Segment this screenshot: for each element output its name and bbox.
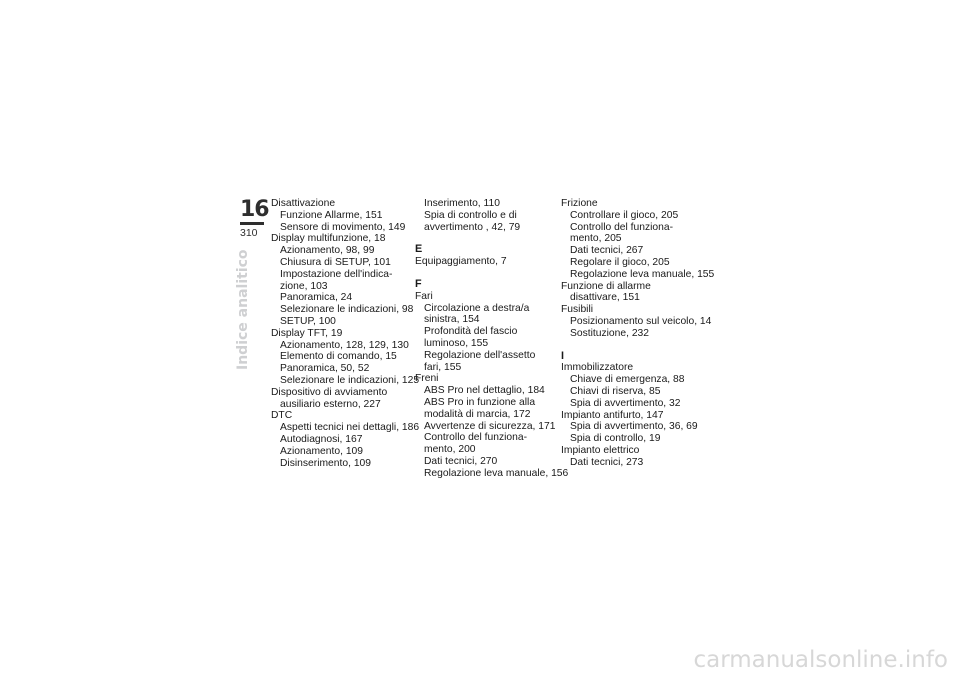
index-entry: Immobilizzatore (561, 362, 634, 374)
index-column-3 (561, 198, 715, 469)
chapter-number: 16 (240, 197, 269, 222)
index-subentry: disattivare, 151 (570, 292, 640, 304)
page-number: 310 (240, 227, 258, 239)
index-entry: Dispositivo di avviamento (271, 386, 388, 398)
index-subentry: Selezionare le indicazioni, 98 (280, 304, 414, 316)
index-entry: Frizione (561, 198, 598, 209)
index-column-1 (271, 198, 420, 469)
index-subentry: Controllo del funziona- (424, 432, 528, 444)
letter-heading: F (415, 277, 422, 290)
index-subentry: Spia di controllo e di (424, 209, 517, 221)
index-subentry: zione, 103 (280, 280, 328, 292)
index-subentry: sinistra, 154 (424, 314, 480, 326)
index-subentry: Autodiagnosi, 167 (280, 433, 363, 445)
watermark: carmanualsonline.info (693, 647, 948, 673)
index-subentry: ABS Pro nel dettaglio, 184 (424, 385, 545, 397)
index-subentry: Chiave di emergenza, 88 (570, 374, 685, 386)
index-subentry: Panoramica, 50, 52 (280, 363, 370, 375)
index-subentry: avvertimento , 42, 79 (424, 221, 521, 233)
index-subentry: Regolazione leva manuale, 156 (424, 467, 569, 479)
index-subentry: Dati tecnici, 273 (570, 456, 644, 468)
index-entry: Funzione di allarme (561, 280, 651, 292)
index-subentry: Controllare il gioco, 205 (570, 209, 679, 221)
index-subentry: luminoso, 155 (424, 337, 489, 349)
letter-heading: E (415, 243, 423, 256)
index-subentry: modalità di marcia, 172 (424, 408, 531, 420)
index-subentry: Aspetti tecnici nei dettagli, 186 (280, 422, 420, 434)
index-entry: Display TFT, 19 (271, 327, 343, 339)
index-entry: Fusibili (561, 304, 594, 316)
index-entry: Impianto elettrico (561, 444, 640, 456)
chapter-tab (240, 197, 269, 239)
index-column-2 (415, 198, 569, 480)
index-subentry: fari, 155 (424, 361, 462, 373)
index-subentry: Controllo del funziona- (570, 221, 674, 233)
index-subentry: Sensore di movimento, 149 (280, 221, 406, 233)
index-subentry: Posizionamento sul veicolo, 14 (570, 315, 712, 327)
index-subentry: Circolazione a destra/a (424, 302, 530, 314)
index-subentry: Profondità del fascio (424, 326, 518, 338)
index-subentry: Elemento di comando, 15 (280, 351, 397, 363)
letter-heading: I (561, 349, 564, 362)
index-subentry: Spia di avvertimento, 36, 69 (570, 421, 698, 433)
index-entry: Display multifunzione, 18 (271, 233, 386, 245)
index-entry: Disattivazione (271, 198, 336, 209)
index-subentry: mento, 205 (570, 233, 622, 245)
index-subentry: Avvertenze di sicurezza, 171 (424, 420, 556, 432)
index-entry: Equipaggiamento, 7 (415, 256, 507, 268)
index-subentry: Selezionare le indicazioni, 125 (280, 374, 420, 386)
index-subentry: Sostituzione, 232 (570, 327, 649, 339)
section-title-vertical: Indice analitico (235, 249, 251, 370)
index-subentry: Spia di controllo, 19 (570, 433, 661, 445)
index-subentry: ABS Pro in funzione alla (424, 396, 536, 408)
index-subentry: Dati tecnici, 270 (424, 455, 498, 467)
index-subentry: ausiliario esterno, 227 (280, 398, 381, 410)
index-subentry: Dati tecnici, 267 (570, 245, 644, 257)
index-subentry: mento, 200 (424, 444, 476, 456)
index-subentry: Inserimento, 110 (424, 198, 500, 209)
index-subentry: Chiavi di riserva, 85 (570, 385, 661, 397)
index-subentry: Azionamento, 98, 99 (280, 245, 375, 257)
index-entry: Freni (415, 373, 439, 385)
index-subentry: Impostazione dell'indica- (280, 268, 393, 280)
index-subentry: Regolare il gioco, 205 (570, 256, 670, 268)
index-subentry: Regolazione dell'assetto (424, 349, 536, 361)
index-entry: Impianto antifurto, 147 (561, 409, 664, 421)
index-entry: Fari (415, 290, 433, 302)
index-subentry: Regolazione leva manuale, 155 (570, 268, 715, 280)
index-subentry: Chiusura di SETUP, 101 (280, 256, 391, 268)
index-subentry: Disinserimento, 109 (280, 457, 371, 469)
index-subentry: Funzione Allarme, 151 (280, 209, 383, 221)
chapter-rule (240, 222, 264, 225)
index-subentry: Panoramica, 24 (280, 292, 353, 304)
index-subentry: Azionamento, 128, 129, 130 (280, 339, 409, 351)
index-entry: DTC (271, 410, 293, 422)
index-subentry: Azionamento, 109 (280, 445, 364, 457)
index-subentry: SETUP, 100 (280, 315, 336, 327)
index-subentry: Spia di avvertimento, 32 (570, 397, 681, 409)
